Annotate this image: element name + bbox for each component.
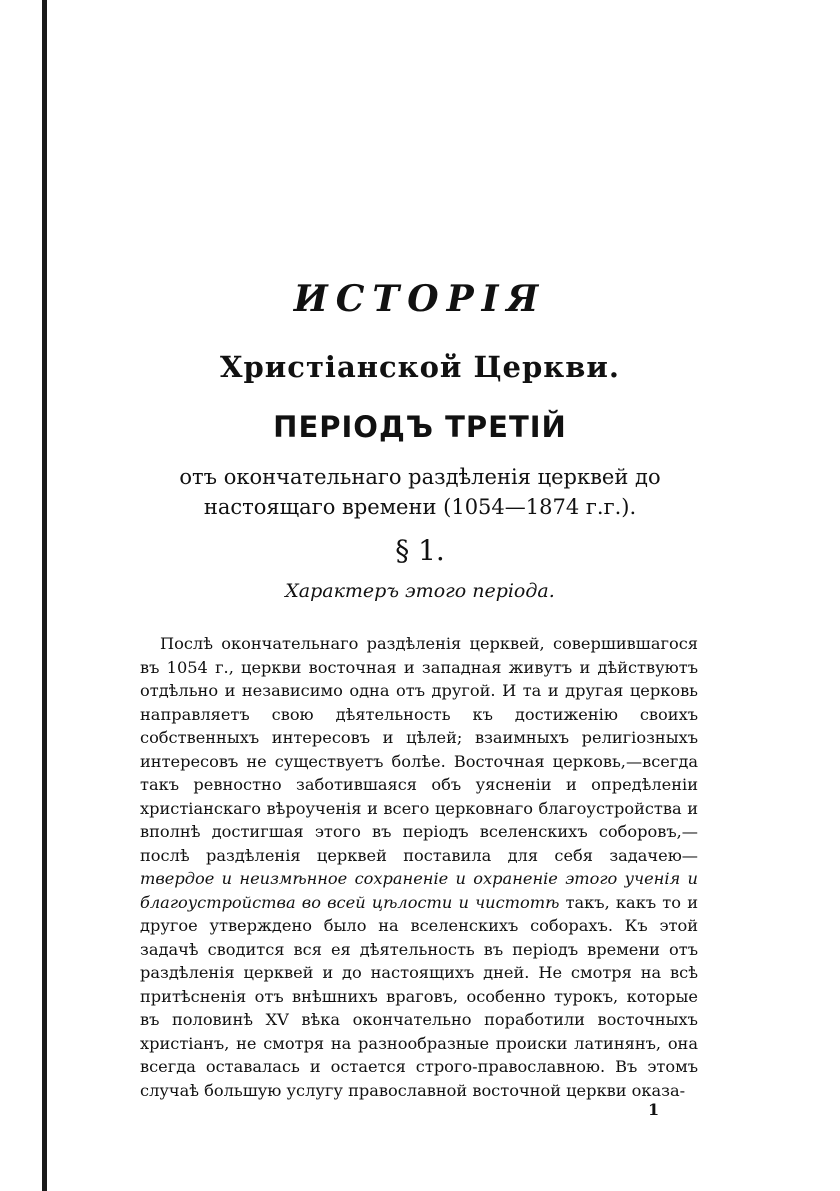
- section-number: § 1.: [395, 534, 445, 567]
- body-text-part1: Послѣ окончательнаго раздѣленія церквей, совершившагося въ 1054 г., церкви восточная и западная живутъ и дѣйствуютъ отдѣльно и независимо одна отъ другой. И та и другая церковь направляетъ свою дѣятельность къ достиженію своихъ собственныхъ интересовъ и цѣлей; взаимныхъ религіозныхъ интересовъ не существуетъ болѣе. Восточная церковь,—всегда такъ ревностно заботившаяся объ уясненіи и опредѣленіи христіанскаго вѣроученія и всего церковнаго благоустройства и вполнѣ достигшая этого въ періодъ вселенскихъ соборовъ,— послѣ раздѣленія церквей поставила для себя задачею—: [140, 634, 698, 865]
- page-number: 1: [648, 1100, 660, 1119]
- period-heading: ПЕРІОДЪ ТРЕТІЙ: [273, 410, 567, 444]
- section-title: Характеръ этого періода.: [285, 580, 555, 602]
- body-paragraph: [140, 632, 698, 1102]
- body-text-emphasis: твердое и неизмѣнное сохраненіе и охраненіе этого ученія и благоустройства во всей цѣлости и чистотѣ: [140, 869, 698, 912]
- page-title: ИСТОРІЯ: [293, 278, 547, 320]
- period-subtitle: отъ окончательнаго раздѣленія церквей до настоящаго времени (1054—1874 г.г.).: [179, 465, 661, 519]
- body-text-part2: такъ, какъ то и другое утверждено было на вселенскихъ соборахъ. Къ этой задачѣ сводится вся ея дѣятельность въ періодъ времени отъ раздѣленія церквей и до настоящихъ дней. Не смотря на всѣ притѣсненія отъ внѣшнихъ враговъ, особенно турокъ, которые въ половинѣ XV вѣка окончательно поработили восточныхъ христіанъ, не смотря на разнообразные происки латинянъ, она всегда оставалась и остается строго-православною. Въ этомъ случаѣ большую услугу православной восточной церкви оказа-: [140, 892, 698, 1100]
- book-subtitle: Христіанской Церкви.: [220, 350, 620, 384]
